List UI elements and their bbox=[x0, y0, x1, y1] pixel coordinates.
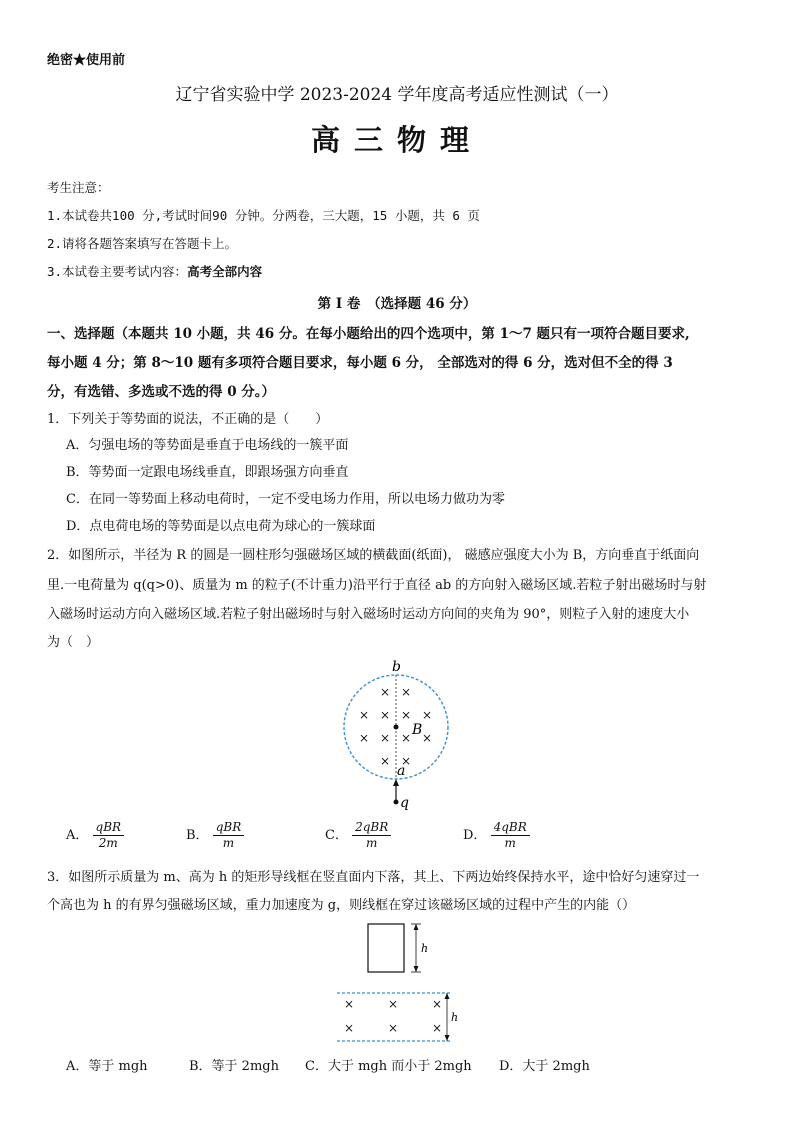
q3-option-b: B．等于 2mgh bbox=[189, 1059, 279, 1074]
q3-option-a: A．等于 mgh bbox=[66, 1059, 148, 1074]
section-instruction-1: 一、选择题（本题共 10 小题，共 46 分。在每小题给出的四个选项中，第 1～7 题只有一项符合题目要求, bbox=[47, 326, 690, 342]
section-instruction-3: 分，有选错、多选或不选的得 0 分。） bbox=[47, 384, 276, 400]
denominator: m bbox=[504, 836, 516, 850]
fraction bbox=[491, 820, 530, 851]
arrow-head bbox=[393, 779, 399, 786]
option-letter: A． bbox=[66, 828, 89, 843]
cross-mark: × bbox=[401, 731, 412, 745]
q2-option-a bbox=[66, 820, 124, 851]
cross-mark: × bbox=[432, 1021, 443, 1035]
center-dot bbox=[394, 725, 399, 730]
cross-mark: × bbox=[401, 754, 412, 768]
cross-mark: × bbox=[422, 731, 433, 745]
notes-line-2: 2.请将各题答案填写在答题卡上。 bbox=[47, 236, 238, 251]
label-q: q bbox=[400, 795, 409, 811]
q2-line-4: 为（ ） bbox=[47, 635, 100, 650]
notes-line-3 bbox=[47, 262, 262, 280]
cross-mark: × bbox=[344, 1021, 355, 1035]
notes-line-1: 1.本试卷共100 分,考试时间90 分钟。分两卷，三大题，15 小题，共 6 页 bbox=[47, 208, 480, 223]
notes-title: 考生注意： bbox=[47, 180, 110, 195]
notes-line-3-bold: 高考全部内容 bbox=[187, 264, 263, 279]
q3-line-2: 个高也为 h 的有界匀强磁场区域，重力加速度为 g，则线框在穿过该磁场区域的过程中产生的内能（） bbox=[47, 898, 636, 913]
q1-option-d: D．点电荷电场的等势面是以点电荷为球心的一簇球面 bbox=[66, 519, 376, 534]
subject-title: 高三物理 bbox=[310, 123, 483, 157]
label-h-frame: h bbox=[421, 942, 429, 955]
wire-frame bbox=[368, 924, 404, 972]
arrow-head bbox=[445, 993, 450, 999]
label-b: b bbox=[392, 659, 401, 675]
cross-mark: × bbox=[401, 708, 412, 722]
cross-mark: × bbox=[380, 708, 391, 722]
fraction bbox=[93, 820, 125, 851]
numerator: 2qBR bbox=[352, 820, 391, 836]
particle-dot bbox=[394, 800, 399, 805]
fraction bbox=[213, 820, 245, 851]
denominator: m bbox=[222, 836, 235, 850]
label-h-field: h bbox=[451, 1011, 459, 1024]
part-heading: 第 I 卷 （选择题 46 分） bbox=[317, 296, 477, 312]
option-letter: C． bbox=[325, 828, 348, 843]
cross-mark: × bbox=[422, 708, 433, 722]
q2-figure-magnetic-circle bbox=[330, 655, 470, 815]
q3-option-d: D．大于 2mgh bbox=[499, 1059, 590, 1074]
cross-mark: × bbox=[432, 997, 443, 1011]
arrow-head bbox=[414, 966, 419, 972]
exam-title: 辽宁省实验中学 2023-2024 学年度高考适应性测试（一） bbox=[175, 85, 619, 105]
cross-mark: × bbox=[388, 1021, 399, 1035]
numerator: qBR bbox=[93, 820, 125, 836]
label-a: a bbox=[397, 763, 406, 779]
q3-option-c: C．大于 mgh 而小于 2mgh bbox=[305, 1059, 472, 1074]
cross-mark: × bbox=[380, 754, 391, 768]
denominator: m bbox=[365, 836, 378, 850]
cross-mark: × bbox=[380, 731, 391, 745]
option-letter: B． bbox=[186, 828, 209, 843]
cross-mark: × bbox=[388, 997, 399, 1011]
q1-option-a: A．匀强电场的等势面是垂直于电场线的一簇平面 bbox=[66, 438, 349, 453]
q2-option-c bbox=[325, 820, 391, 851]
q3-figure-frame-and-field bbox=[335, 918, 465, 1048]
q1-option-b: B．等势面一定跟电场线垂直，即跟场强方向垂直 bbox=[66, 465, 349, 480]
q2-option-d bbox=[463, 820, 530, 851]
cross-mark: × bbox=[401, 685, 412, 699]
secret-label: 绝密★使用前 bbox=[47, 53, 126, 68]
cross-mark: × bbox=[359, 708, 370, 722]
cross-mark: × bbox=[359, 731, 370, 745]
q2-line-3: 入磁场时运动方向入磁场区域.若粒子射出磁场时与射入磁场时运动方向间的夹角为 90°，则粒子入射的速度大小 bbox=[47, 607, 690, 622]
fraction bbox=[352, 820, 391, 851]
numerator: qBR bbox=[213, 820, 245, 836]
cross-mark: × bbox=[380, 685, 391, 699]
q2-option-b bbox=[186, 820, 244, 851]
q1-stem: 1．下列关于等势面的说法，不正确的是（ ） bbox=[47, 412, 329, 427]
q3-line-1: 3．如图所示质量为 m、高为 h 的矩形导线框在竖直面内下落，其上、下两边始终保持水平，途中恰好匀速穿过一 bbox=[47, 870, 700, 885]
denominator: 2m bbox=[98, 836, 118, 850]
label-B: B bbox=[412, 722, 423, 738]
q2-line-1: 2．如图所示，半径为 R 的圆是一圆柱形匀强磁场区域的横截面(纸面)， 磁感应强度大小为 B，方向垂直于纸面向 bbox=[47, 548, 700, 563]
cross-mark: × bbox=[344, 997, 355, 1011]
q2-line-2: 里.一电荷量为 q(q>0)、质量为 m 的粒子(不计重力)沿平行于直径 ab 的方向射入磁场区域.若粒子射出磁场时与射 bbox=[47, 578, 707, 593]
numerator: 4qBR bbox=[491, 820, 530, 836]
q1-option-c: C．在同一等势面上移动电荷时，一定不受电场力作用，所以电场力做功为零 bbox=[66, 492, 505, 507]
arrow-head bbox=[445, 1035, 450, 1041]
section-instruction-2: 每小题 4 分；第 8～10 题有多项符合题目要求，每小题 6 分， 全部选对的得 6 分，选对但不全的得 3 bbox=[47, 355, 673, 371]
notes-line-3-prefix: 3.本试卷主要考试内容： bbox=[47, 264, 188, 279]
option-letter: D． bbox=[463, 828, 487, 843]
arrow-head bbox=[414, 924, 419, 930]
